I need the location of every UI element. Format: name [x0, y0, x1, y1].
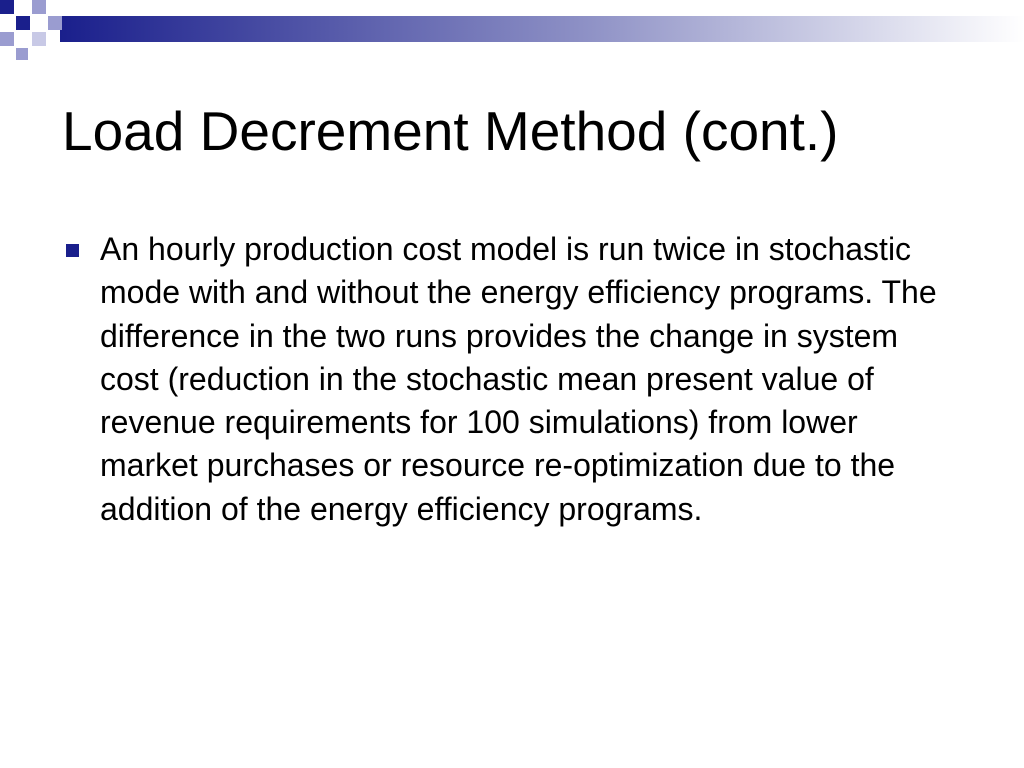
header-gradient-bar	[60, 16, 1024, 42]
bullet-list	[62, 228, 962, 531]
decorative-header-band	[0, 0, 1024, 60]
corner-squares-icon	[0, 0, 62, 60]
bullet-text: An hourly production cost model is run twice in stochastic mode with and without the energy efficiency programs. The difference in the two runs provides the change in system cost (reduction in the stochastic mean present value of revenue requirements for 100 simulations) from lower market purchases or resource re-optimization due to the addition of the energy efficiency programs.	[100, 231, 937, 527]
slide-title: Load Decrement Method (cont.)	[62, 100, 839, 162]
bullet-item	[62, 228, 962, 531]
square-bullet-icon	[66, 244, 79, 257]
